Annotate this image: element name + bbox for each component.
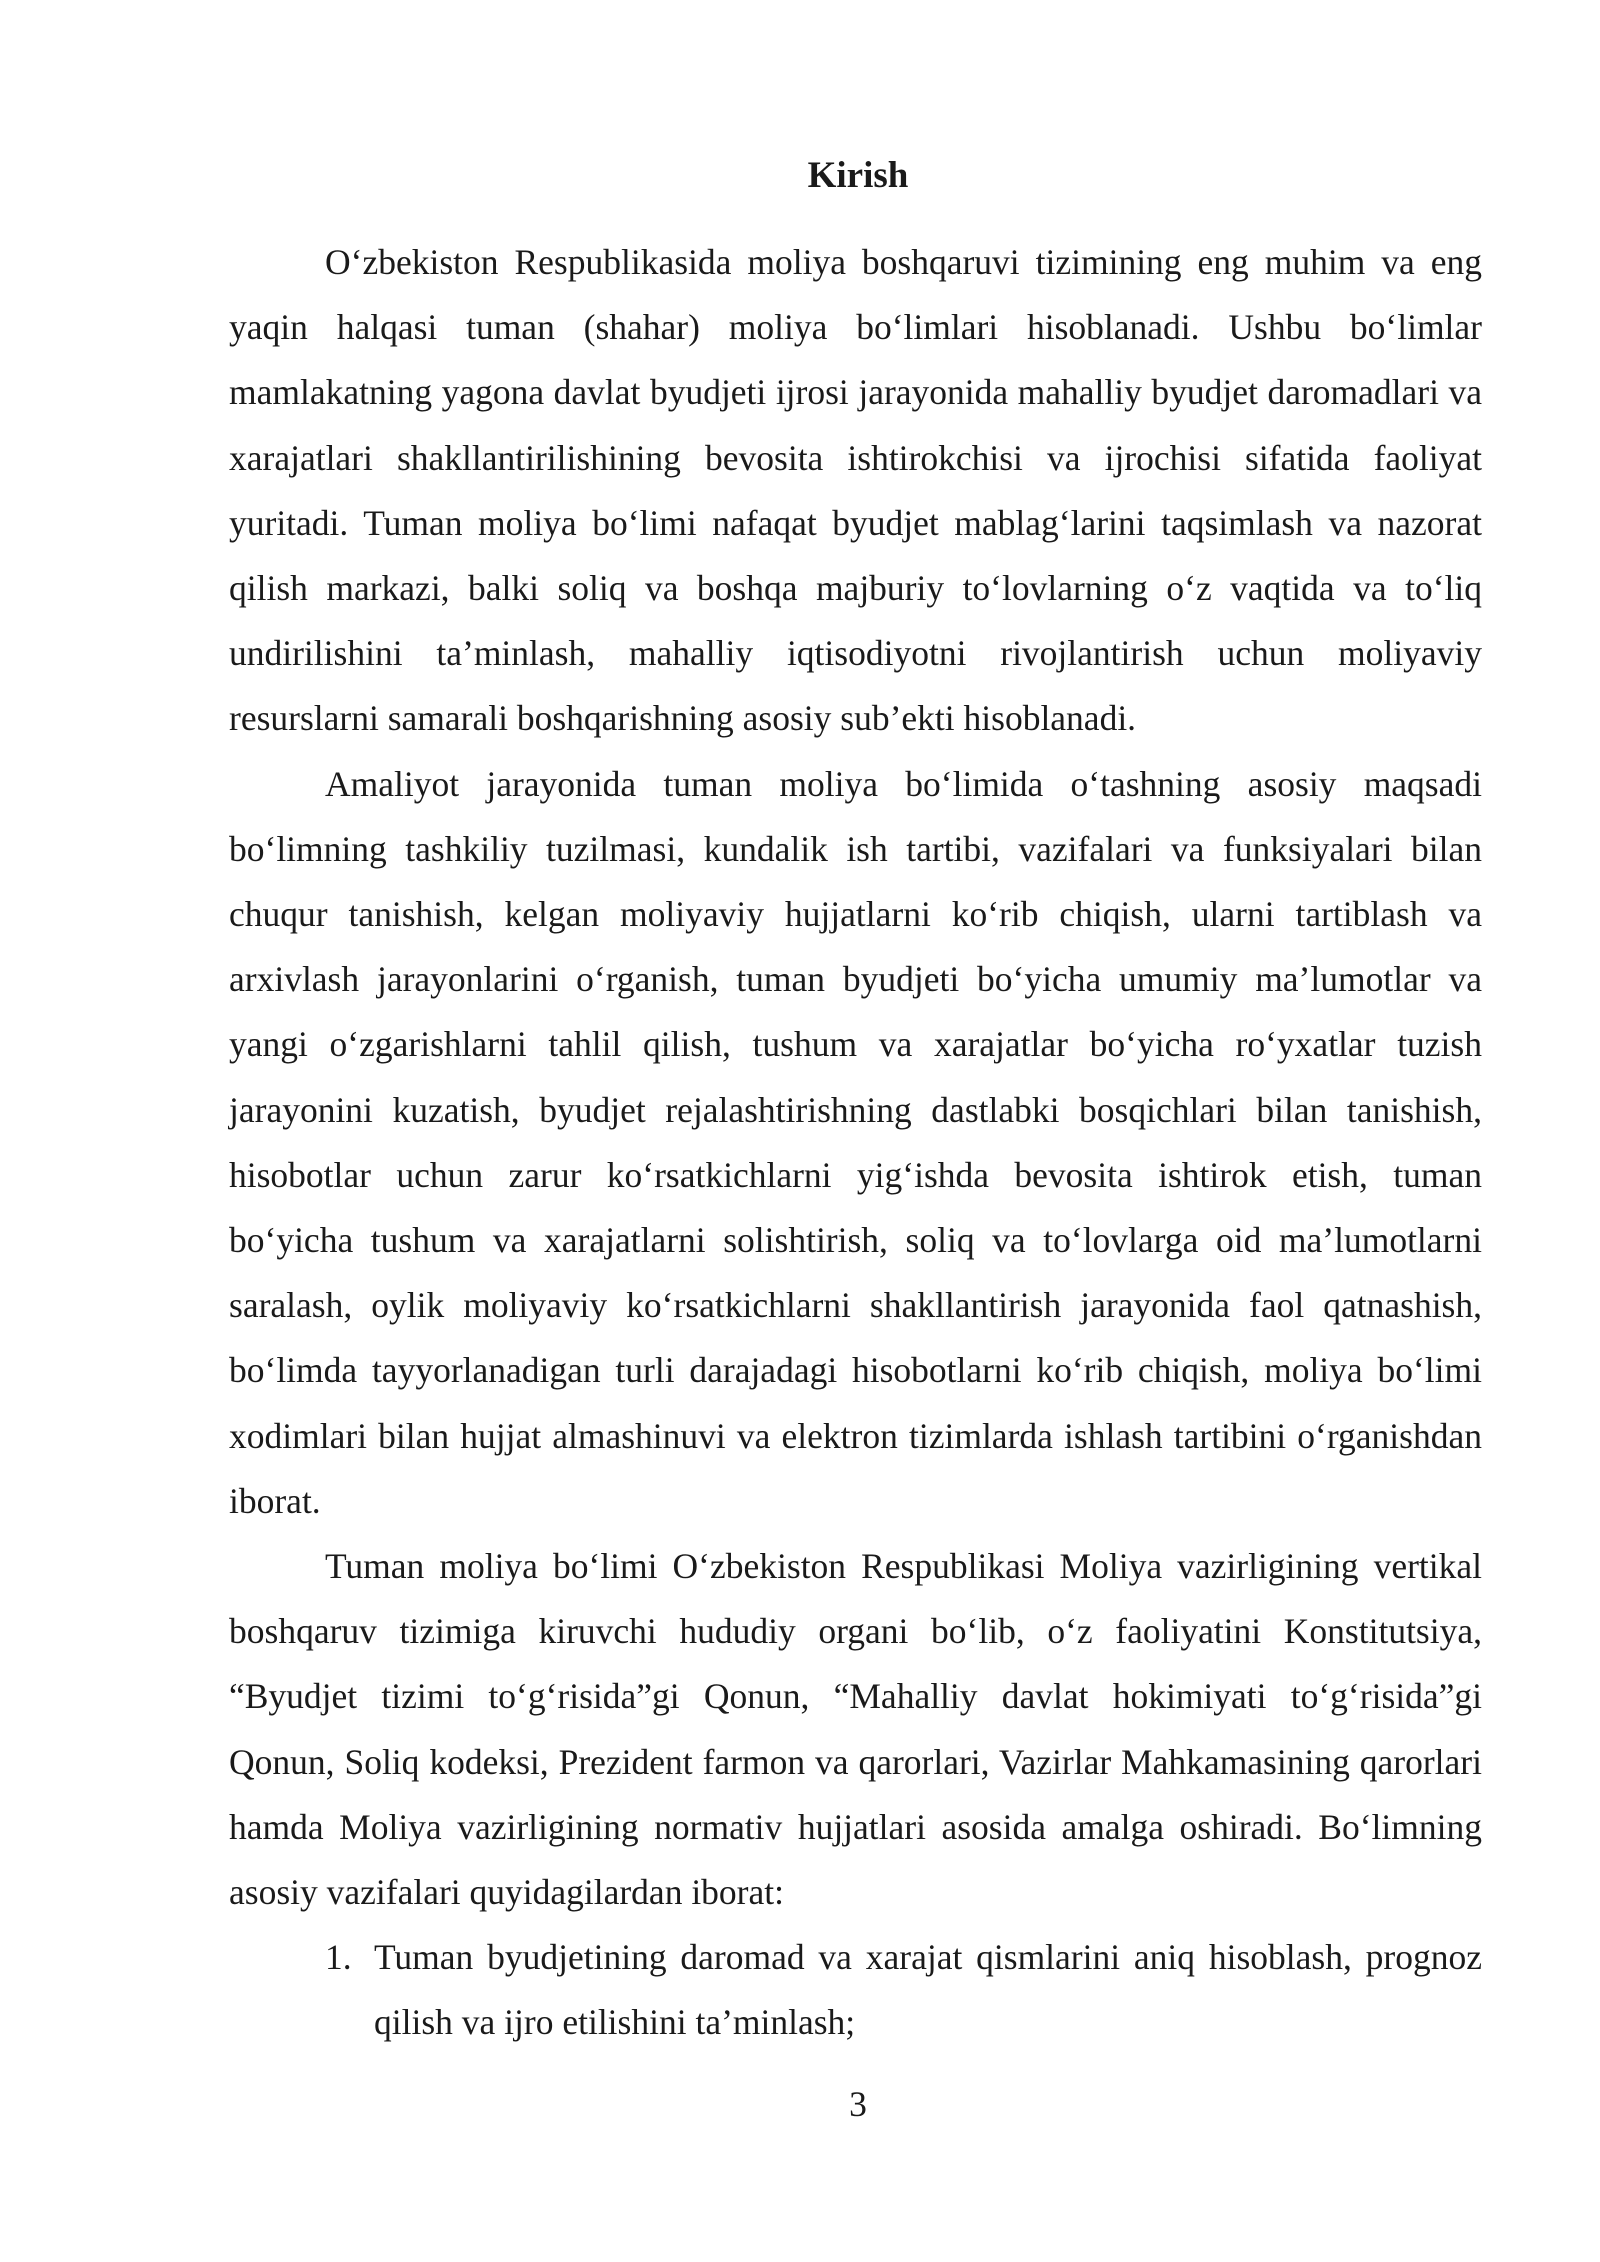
paragraph-3: Tuman moliya bo‘limi O‘zbekiston Respublikasi Moliya vazirligining vertikal boshqaruv tizimiga kiruvchi hududiy organi bo‘lib, o‘z faoliyatini Konstitutsiya, “Byudjet tizimi to‘g‘risida”gi Qonun, “Mahalliy davlat hokimiyati to‘g‘risida”gi Qonun, Soliq kodeksi, Prezident farmon va qarorlari, Vazirlar Mahkamasining qarorlari hamda Moliya vazirligining normativ hujjatlari asosida amalga oshiradi. Bo‘limning asosiy vazifalari quyidagilardan iborat:	[229, 1546, 1482, 1913]
list-item-text: Tuman byudjetining daromad va xarajat qismlarini aniq hisoblash, prognoz qilish va ijro etilishini ta’minlash;	[374, 1937, 1482, 2043]
task-list	[229, 1925, 1482, 2055]
paragraph-2: Amaliyot jarayonida tuman moliya bo‘limida o‘tashning asosiy maqsadi bo‘limning tashkiliy tuzilmasi, kundalik ish tartibi, vazifalari va funksiyalari bilan chuqur tanishish, kelgan moliyaviy hujjatlarni ko‘rib chiqish, ularni tartiblash va arxivlash jarayonlarini o‘rganish, tuman byudjeti bo‘yicha umumiy ma’lumotlar va yangi o‘zgarishlarni tahlil qilish, tushum va xarajatlar bo‘yicha ro‘yxatlar tuzish jarayonini kuzatish, byudjet rejalashtirishning dastlabki bosqichlari bilan tanishish, hisobotlar uchun zarur ko‘rsatkichlarni yig‘ishda bevosita ishtirok etish, tuman bo‘yicha tushum va xarajatlarni solishtirish, soliq va to‘lovlarga oid ma’lumotlarni saralash, oylik moliyaviy ko‘rsatkichlarni shakllantirish jarayonida faol qatnashish, bo‘limda tayyorlanadigan turli darajadagi hisobotlarni ko‘rib chiqish, moliya bo‘limi xodimlari bilan hujjat almashinuvi va elektron tizimlarda ishlash tartibini o‘rganishdan iborat.	[229, 763, 1482, 1521]
paragraph-1: O‘zbekiston Respublikasida moliya boshqaruvi tizimining eng muhim va eng yaqin halqasi tuman (shahar) moliya bo‘limlari hisoblanadi. Ushbu bo‘limlar mamlakatning yagona davlat byudjeti ijrosi jarayonida mahalliy byudjet daromadlari va xarajatlari shakllantirilishining bevosita ishtirokchisi va ijrochisi sifatida faoliyat yuritadi. Tuman moliya bo‘limi nafaqat byudjet mablag‘larini taqsimlash va nazorat qilish markazi, balki soliq va boshqa majburiy to‘lovlarning o‘z vaqtida va to‘liq undirilishini ta’minlash, mahalliy iqtisodiyotni rivojlantirish uchun moliyaviy resurslarni samarali boshqarishning asosiy sub’ekti hisoblanadi.	[229, 242, 1482, 739]
page-number: 3	[849, 2084, 867, 2124]
page-title: Kirish	[807, 155, 909, 196]
list-item	[229, 1925, 1482, 2055]
list-item-number: 1.	[325, 1937, 352, 1978]
document-body	[229, 230, 1482, 2056]
